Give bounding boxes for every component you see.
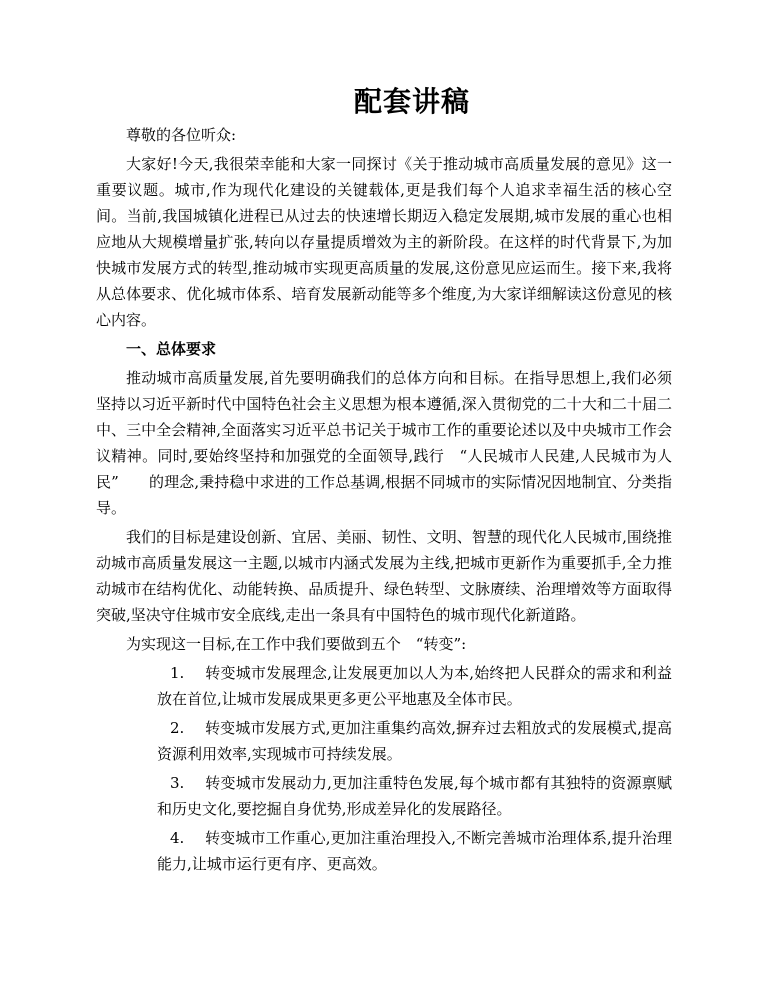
document-title: 配套讲稿 [353, 85, 470, 118]
list-item [96, 660, 672, 712]
list-item-number: 1. [170, 664, 185, 682]
list-item [96, 770, 672, 822]
list-item-text: 转变城市发展方式,更加注重集约高效,摒弃过去粗放式的发展模式,提高资源利用效率,实现城市可持续发展。 [157, 719, 672, 763]
list-item-number: 2. [170, 719, 185, 737]
paragraph: 我们的目标是建设创新、宜居、美丽、韧性、文明、智慧的现代化人民城市,围绕推动城市高质量发展这一主题,以城市内涵式发展为主线,把城市更新作为重要抓手,全力推动城市在结构优化、动能转换、品质提升、绿色转型、文脉赓续、治理增效等方面取得突破,坚决守住城市安全底线,走出一条具有中国特色的城市现代化新道路。 [96, 528, 672, 624]
list-item [96, 715, 672, 767]
paragraph: 大家好!今天,我很荣幸能和大家一同探讨《关于推动城市高质量发展的意见》这一重要议题。城市,作为现代化建设的关键载体,更是我们每个人追求幸福生活的核心空间。当前,我国城镇化进程已从过去的快速增长期迈入稳定发展期,城市发展的重心也相应地从大规模增量扩张,转向以存量提质增效为主的新阶段。在这样的时代背景下,为加快城市发展方式的转型,推动城市实现更高质量的发展,这份意见应运而生。接下来,我将从总体要求、优化城市体系、培育发展新动能等多个维度,为大家详细解读这份意见的核心内容。 [96, 155, 672, 329]
paragraph: 尊敬的各位听众: [126, 126, 237, 144]
list-item-text: 转变城市发展动力,更加注重特色发展,每个城市都有其独特的资源禀赋和历史文化,要挖掘自身优势,形成差异化的发展路径。 [157, 774, 672, 818]
list-item [96, 825, 672, 877]
list-item-number: 4. [170, 829, 185, 847]
list-item-text: 转变城市发展理念,让发展更加以人为本,始终把人民群众的需求和利益放在首位,让城市发展成果更多更公平地惠及全体市民。 [157, 664, 672, 708]
paragraph: 推动城市高质量发展,首先要明确我们的总体方向和目标。在指导思想上,我们必须坚持以习近平新时代中国特色社会主义思想为根本遵循,深入贯彻党的二十大和二十届二中、三中全会精神,全面落实习近平总书记关于城市工作的重要论述以及中央城市工作会议精神。同时,要始终坚持和加强党的全面领导,践行 “人民城市人民建,人民城市为人民” 的理念,秉持稳中求进的工作总基调,根据不同城市的实际情况因地制宜、分类指导。 [96, 369, 672, 517]
list-item-number: 3. [170, 774, 185, 792]
section-heading: 一、总体要求 [126, 340, 217, 358]
document-body [96, 122, 672, 877]
paragraph: 为实现这一目标,在工作中我们要做到五个 “转变”: [126, 635, 467, 653]
list-item-text: 转变城市工作重心,更加注重治理投入,不断完善城市治理体系,提升治理能力,让城市运行更有序、更高效。 [157, 829, 672, 873]
